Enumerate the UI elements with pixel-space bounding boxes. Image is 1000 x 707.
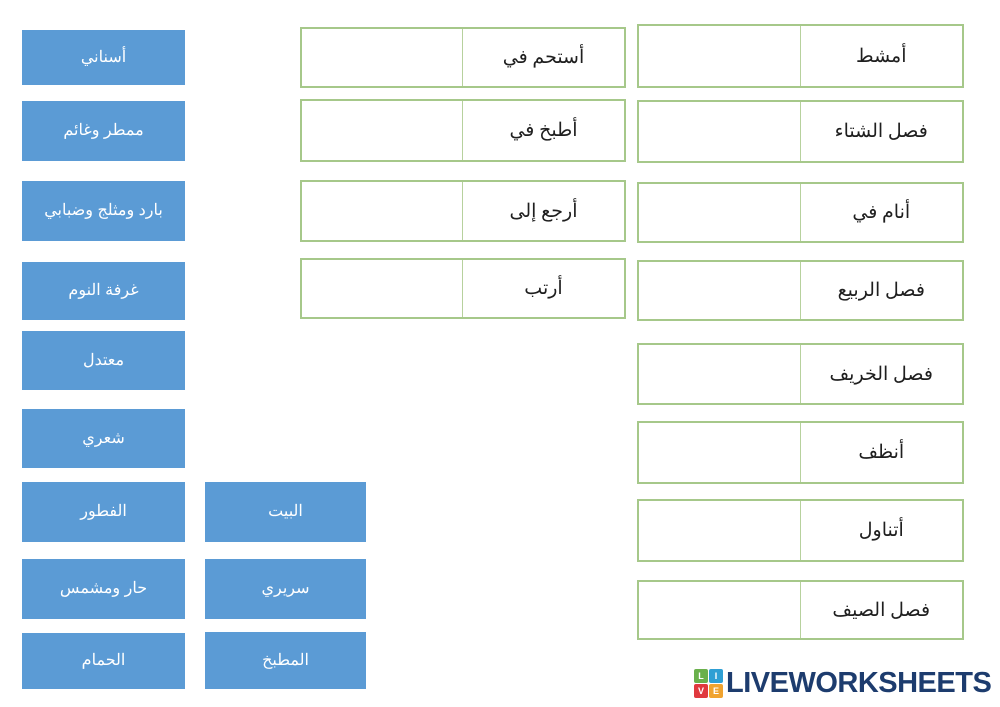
match-row [637,343,964,405]
drag-tile[interactable]: الفطور [22,482,185,542]
answer-drop-zone[interactable] [639,184,801,241]
answer-drop-zone[interactable] [302,182,463,240]
answer-drop-zone[interactable] [302,101,463,160]
answer-drop-zone[interactable] [639,501,801,560]
answer-drop-zone[interactable] [639,102,801,161]
match-label: أمشط [856,45,907,67]
match-row [637,421,964,484]
match-label: فصل الشتاء [834,121,928,142]
match-row [637,499,964,562]
answer-drop-zone[interactable] [639,262,801,319]
match-label: أنظف [858,442,905,463]
match-label: أنام في [852,202,911,223]
drag-tile[interactable]: معتدل [22,331,185,390]
match-row [300,99,626,162]
match-label: أطبخ في [509,120,578,141]
answer-drop-zone[interactable] [639,26,801,86]
liveworksheets-logo [694,665,991,701]
drag-tile[interactable]: حار ومشمس [22,559,185,619]
match-label: أتناول [858,520,904,541]
answer-drop-zone[interactable] [639,345,801,403]
match-label: فصل الربيع [837,280,925,301]
match-label: أرجع إلى [509,200,578,222]
drag-tile[interactable]: أسناني [22,30,185,85]
match-label: فصل الصيف [832,599,931,621]
drag-tile[interactable]: المطبخ [205,632,366,689]
match-row [637,260,964,321]
match-row [300,27,626,88]
match-row [637,182,964,243]
logo-square-e-icon: E [709,684,723,698]
drag-tile[interactable]: ممطر وغائم [22,101,185,161]
drag-tile[interactable]: شعري [22,409,185,468]
match-row [300,180,626,242]
match-label: أرتب [524,278,563,299]
answer-drop-zone[interactable] [639,582,801,638]
match-row [637,24,964,88]
logo-square-i-icon: I [709,669,723,683]
drag-tile[interactable]: البيت [205,482,366,542]
logo-square-v-icon: V [694,684,708,698]
match-label: فصل الخريف [829,363,933,385]
drag-tile[interactable]: بارد ومثلج وضبابي [22,181,185,241]
drag-tile[interactable]: سريري [205,559,366,619]
logo-brand-text: LIVEWORKSHEETS [726,666,992,699]
match-row [637,580,964,640]
liveworksheets-logo-icon [694,669,723,698]
answer-drop-zone[interactable] [302,29,463,86]
match-label: أستحم في [502,47,585,68]
logo-square-l-icon: L [694,669,708,683]
answer-drop-zone[interactable] [302,260,463,317]
drag-tile[interactable]: غرفة النوم [22,262,185,320]
drag-tile[interactable]: الحمام [22,633,185,689]
match-row [637,100,964,163]
answer-drop-zone[interactable] [639,423,801,482]
match-row [300,258,626,319]
